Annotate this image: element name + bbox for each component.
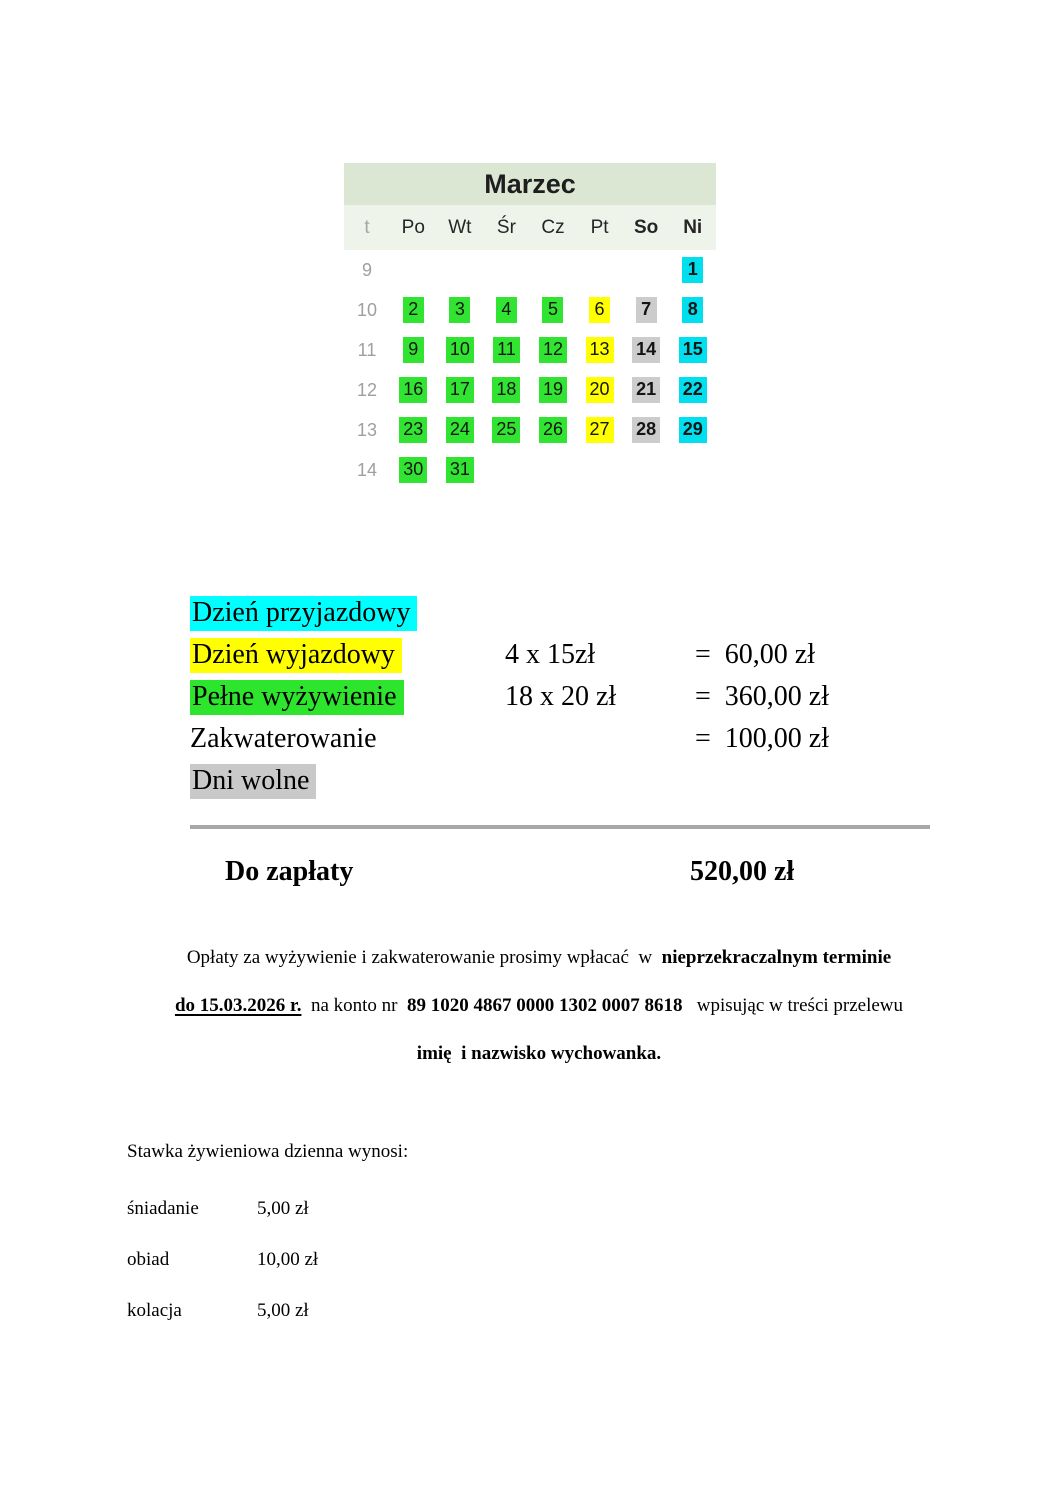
note-segment: Opłaty za wyżywienie i zakwaterowanie prosimy wpłacać w (186, 947, 662, 968)
calendar-day-cell (669, 337, 716, 363)
calendar-day-cell (623, 377, 670, 403)
calendar-month-title: Marzec (344, 163, 716, 205)
calendar-day-cell (483, 337, 530, 363)
legend-highlight: Dzień wyjazdowy (190, 638, 402, 673)
calendar-day-cell (530, 417, 577, 443)
total-amount: 520,00 zł (690, 856, 795, 887)
payment-note (128, 944, 950, 1088)
calendar-day-cell (390, 457, 437, 483)
rate-row (127, 1198, 547, 1222)
total-row (190, 856, 930, 896)
day-highlight: 28 (632, 417, 660, 443)
calendar-week-row (344, 450, 716, 490)
calendar-day-cell (437, 297, 484, 323)
day-highlight: 8 (682, 297, 703, 323)
calendar-week-row (344, 250, 716, 290)
weekday-header-cell: Po (401, 216, 425, 238)
week-number: 12 (356, 379, 378, 400)
rates-list (127, 1198, 547, 1324)
day-highlight: 26 (539, 417, 567, 443)
day-highlight: 14 (632, 337, 660, 363)
divider-rule (190, 825, 930, 829)
day-highlight: 15 (679, 337, 707, 363)
day-highlight: 17 (446, 377, 474, 403)
cost-legend (190, 592, 930, 802)
day-highlight: 9 (403, 337, 424, 363)
calendar-day-cell (437, 337, 484, 363)
note-segment: 89 1020 4867 0000 1302 0007 8618 (407, 995, 683, 1016)
note-line (128, 944, 950, 992)
calendar-day-cell (530, 297, 577, 323)
legend-calc: 18 x 20 zł (505, 681, 617, 712)
legend-row (190, 760, 930, 802)
day-highlight: 11 (493, 337, 520, 363)
calendar-day-cell (483, 377, 530, 403)
calendar-day-cell (623, 417, 670, 443)
day-highlight: 4 (496, 297, 517, 323)
calendar-day-cell (437, 377, 484, 403)
week-number: 11 (357, 339, 377, 360)
rate-row (127, 1249, 547, 1273)
calendar-day-cell (483, 297, 530, 323)
calendar-day-cell (669, 417, 716, 443)
day-highlight: 18 (492, 377, 520, 403)
legend-label (190, 597, 505, 629)
day-highlight: 29 (679, 417, 707, 443)
calendar-day-cell (390, 337, 437, 363)
daily-rates-section (127, 1141, 547, 1324)
calendar-day-cell (437, 417, 484, 443)
week-number: 14 (356, 459, 378, 480)
day-highlight: 7 (636, 297, 657, 323)
day-highlight: 1 (682, 257, 703, 283)
rates-header: Stawka żywieniowa dzienna wynosi: (127, 1141, 409, 1162)
rate-value: 5,00 zł (257, 1198, 309, 1219)
week-number: 13 (356, 419, 378, 440)
legend-row (190, 592, 930, 634)
weekday-header-cell: Śr (496, 216, 516, 238)
calendar-day-cell (576, 377, 623, 403)
legend-row (190, 676, 930, 718)
rate-label: śniadanie (127, 1198, 199, 1219)
week-number: 9 (361, 259, 372, 280)
rate-value: 5,00 zł (257, 1300, 309, 1321)
day-highlight: 10 (446, 337, 474, 363)
day-highlight: 27 (586, 417, 614, 443)
calendar-week-row (344, 330, 716, 370)
note-line (128, 1040, 950, 1088)
rate-label: kolacja (127, 1300, 182, 1321)
calendar-day-cell (576, 337, 623, 363)
day-highlight: 20 (586, 377, 614, 403)
note-segment: nieprzekraczalnym terminie (661, 947, 892, 968)
calendar-day-cell (576, 297, 623, 323)
legend-highlight: Dzień przyjazdowy (190, 596, 417, 631)
calendar-day-cell (576, 417, 623, 443)
calendar-day-cell (530, 377, 577, 403)
day-highlight: 24 (446, 417, 474, 443)
calendar-week-row (344, 290, 716, 330)
weekday-header-cell: Wt (448, 216, 472, 238)
legend-amount: = 100,00 zł (695, 723, 829, 754)
note-segment: do 15.03.2026 r. (174, 995, 302, 1016)
legend-calc: 4 x 15zł (505, 639, 596, 670)
calendar-week-row (344, 370, 716, 410)
calendar-day-cell (669, 257, 716, 283)
weekday-header-cell: So (633, 216, 659, 238)
calendar-weekday-header (344, 205, 716, 250)
legend-amount: = 360,00 zł (695, 681, 829, 712)
calendar-day-cell (437, 457, 484, 483)
weekday-header-cell: Cz (541, 216, 565, 238)
day-highlight: 21 (632, 377, 660, 403)
rate-row (127, 1300, 547, 1324)
note-segment: na konto nr (301, 995, 407, 1016)
weekday-header-cell: Ni (683, 216, 703, 238)
rate-value: 10,00 zł (257, 1249, 319, 1270)
day-highlight: 22 (679, 377, 707, 403)
day-highlight: 16 (399, 377, 427, 403)
calendar-day-cell (390, 297, 437, 323)
legend-highlight: Pełne wyżywienie (190, 680, 404, 715)
day-highlight: 3 (449, 297, 470, 323)
legend-highlight: Dni wolne (190, 764, 316, 799)
legend-row (190, 718, 930, 760)
week-number: 10 (356, 299, 378, 320)
calendar-body (344, 250, 716, 490)
legend-label (190, 765, 505, 797)
day-highlight: 31 (446, 457, 474, 483)
day-highlight: 19 (539, 377, 567, 403)
day-highlight: 13 (586, 337, 614, 363)
calendar-week-row (344, 410, 716, 450)
legend-row (190, 634, 930, 676)
day-highlight: 23 (399, 417, 427, 443)
calendar-day-cell (669, 377, 716, 403)
legend-label (190, 639, 505, 671)
calendar-day-cell (390, 417, 437, 443)
day-highlight: 25 (492, 417, 520, 443)
calendar-day-cell (623, 297, 670, 323)
weekday-header-cell: Pt (590, 216, 609, 238)
calendar-day-cell (669, 297, 716, 323)
day-highlight: 2 (403, 297, 424, 323)
legend-highlight: Zakwaterowanie (190, 723, 377, 754)
legend-amount: = 60,00 zł (695, 639, 815, 670)
day-highlight: 12 (539, 337, 567, 363)
note-segment: imię i nazwisko wychowanka. (416, 1043, 662, 1064)
calendar (344, 163, 716, 490)
calendar-day-cell (390, 377, 437, 403)
calendar-day-cell (623, 337, 670, 363)
legend-label (190, 681, 505, 713)
calendar-day-cell (530, 337, 577, 363)
weekday-header-cell: t (364, 216, 370, 238)
total-label: Do zapłaty (225, 856, 354, 887)
day-highlight: 30 (399, 457, 427, 483)
day-highlight: 5 (542, 297, 563, 323)
legend-label (190, 723, 505, 755)
note-line (128, 992, 950, 1040)
calendar-day-cell (483, 417, 530, 443)
note-segment: wpisując w treści przelewu (682, 995, 904, 1016)
day-highlight: 6 (589, 297, 610, 323)
rate-label: obiad (127, 1249, 170, 1270)
